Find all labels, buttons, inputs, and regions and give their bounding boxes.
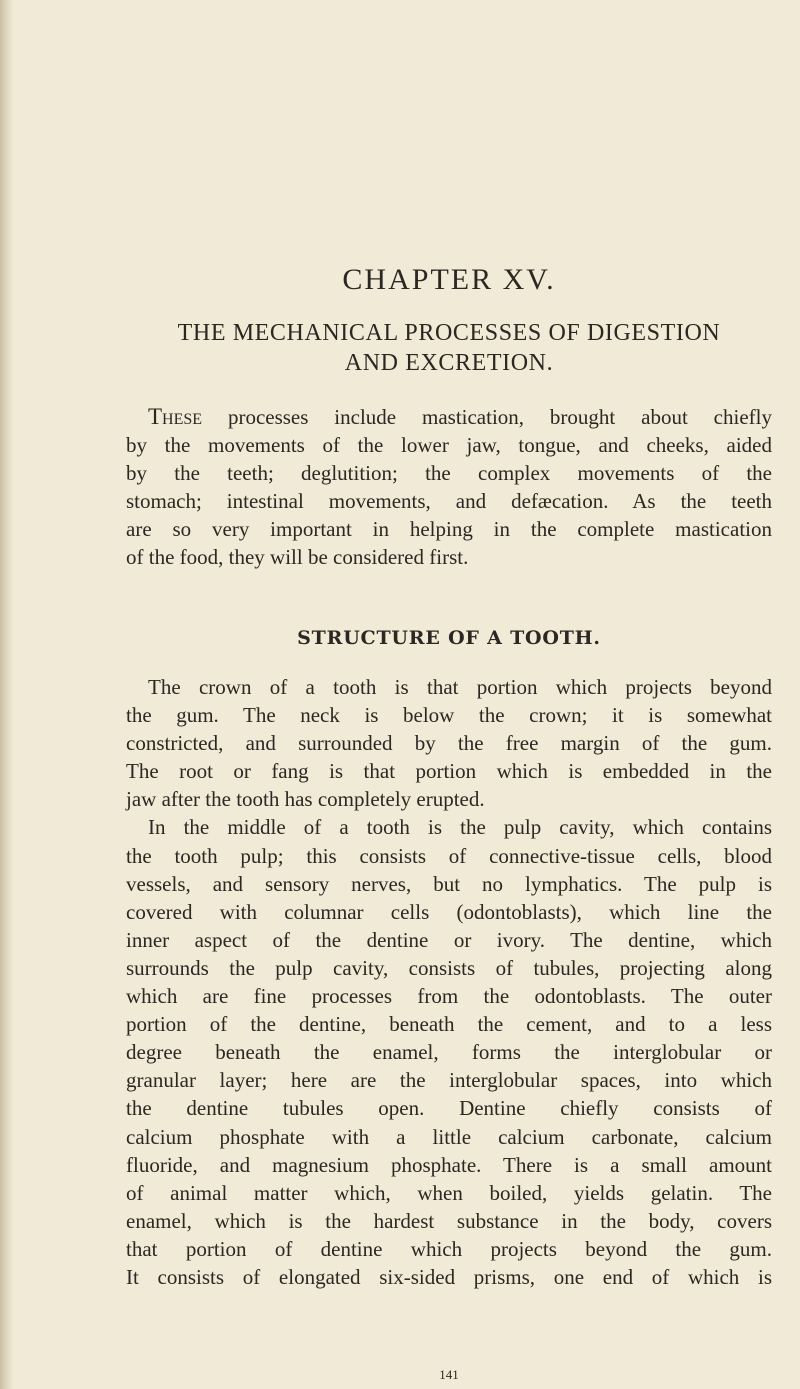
body-line: enamel, which is the hardest substance in the body, covers: [126, 1208, 772, 1233]
intro-first-word: These: [148, 404, 203, 429]
intro-line: are so very important in helping in the complete mastication: [126, 517, 772, 542]
body-line: inner aspect of the dentine or ivory. The dentine, which: [126, 927, 772, 952]
body-line: constricted, and surrounded by the free margin of the gum.: [126, 731, 772, 756]
chapter-title: [126, 318, 772, 378]
intro-line: of the food, they will be considered first.: [126, 545, 469, 570]
body-line: the tooth pulp; this consists of connective-tissue cells, blood: [126, 843, 772, 868]
body-line: It consists of elongated six-sided prisms, one end of which is: [126, 1264, 772, 1289]
body-line: portion of the dentine, beneath the cement, and to a less: [126, 1012, 772, 1037]
body-line: covered with columnar cells (odontoblasts), which line the: [126, 899, 772, 924]
intro-line: These processes include mastication, brought about chiefly: [148, 404, 772, 429]
page-number: 141: [439, 1367, 459, 1382]
body-line: The root or fang is that portion which is embedded in the: [126, 759, 772, 784]
chapter-title-line-1: THE MECHANICAL PROCESSES OF DIGESTION: [177, 320, 721, 346]
body-line: calcium phosphate with a little calcium carbonate, calcium: [126, 1124, 772, 1149]
intro-line: by the teeth; deglutition; the complex movements of the: [126, 461, 772, 486]
book-spine-shadow: [0, 0, 14, 1389]
body-line: the dentine tubules open. Dentine chiefly consists of: [126, 1096, 772, 1121]
body-line: jaw after the tooth has completely erupted.: [126, 787, 485, 812]
intro-line: by the movements of the lower jaw, tongue, and cheeks, aided: [126, 433, 772, 458]
body-text: [126, 673, 772, 1291]
body-line: which are fine processes from the odontoblasts. The outer: [126, 984, 772, 1009]
body-line: degree beneath the enamel, forms the interglobular or: [126, 1040, 772, 1065]
chapter-title-line-2: AND EXCRETION.: [344, 350, 554, 376]
body-line: of animal matter which, when boiled, yields gelatin. The: [126, 1180, 772, 1205]
body-line: granular layer; here are the interglobular spaces, into which: [126, 1068, 772, 1093]
intro-line: stomach; intestinal movements, and defæcation. As the teeth: [126, 489, 772, 514]
section-heading: STRUCTURE OF A TOOTH.: [297, 627, 601, 649]
body-line: surrounds the pulp cavity, consists of tubules, projecting along: [126, 955, 772, 980]
body-line: that portion of dentine which projects beyond the gum.: [126, 1236, 772, 1261]
body-line: vessels, and sensory nerves, but no lymphatics. The pulp is: [126, 871, 772, 896]
chapter-heading: CHAPTER XV.: [342, 263, 556, 296]
body-line: the gum. The neck is below the crown; it is somewhat: [126, 703, 772, 728]
intro-paragraph: [126, 403, 772, 572]
body-line: The crown of a tooth is that portion which projects beyond: [148, 675, 772, 699]
body-line: In the middle of a tooth is the pulp cavity, which contains: [148, 815, 772, 840]
body-line: fluoride, and magnesium phosphate. There is a small amount: [126, 1152, 772, 1177]
